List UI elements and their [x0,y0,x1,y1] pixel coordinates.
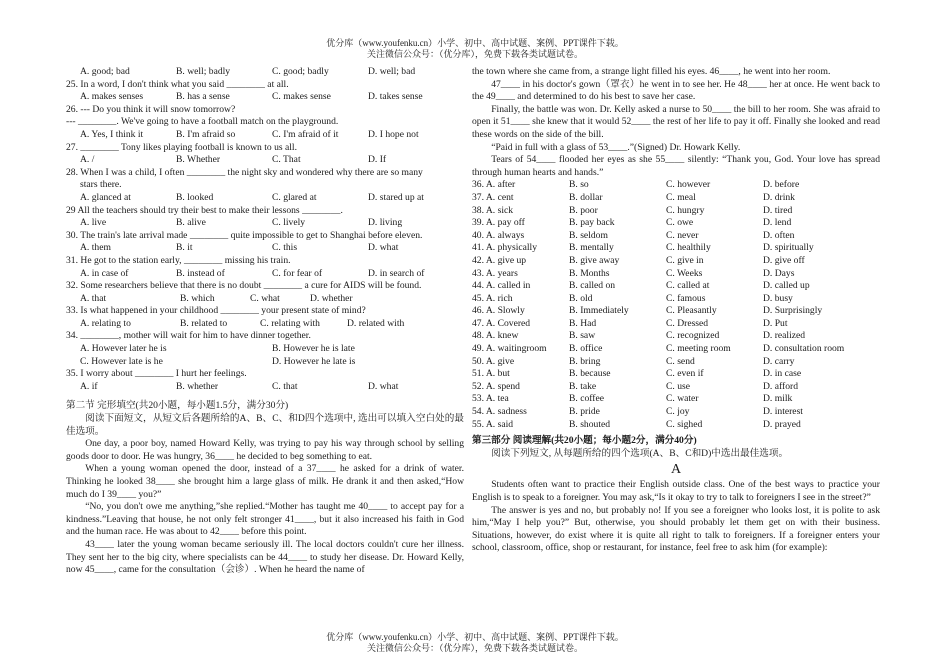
option: C. for fear of [272,267,323,279]
page-header [0,38,950,60]
option: B. seldom [569,229,608,241]
passage-label: A [670,462,682,478]
option: D. whether [310,292,353,304]
option: A. in case of [80,267,129,279]
option: 37. A. cent [472,191,514,203]
option: D. stared up at [368,191,424,203]
section-2-title: 第二节 完形填空(共20小题，每小题1.5分，满分30分) [66,400,289,412]
option: D. in case [763,368,802,380]
option: B. give away [569,254,620,266]
q27-options [66,154,464,167]
option: B. Immediately [569,305,629,317]
option: C. Pleasantly [666,305,717,317]
q30-options [66,242,464,255]
cloze-paragraph-3: “No, you don't owe me anything,”she replied.“Mother has taught me 40____ to accept pay for a kindness.”Leaving that house, he not only felt stronger 41____, but it also increased his faith in God and the human race. He was about to 42____ before this point. [66,501,464,538]
option: D. well; bad [368,66,416,77]
option: 38. A. sick [472,204,514,216]
option: A. that [80,292,107,304]
option: 47. A. Covered [472,317,531,329]
option: B. take [569,380,597,392]
option: B. so [569,179,589,191]
cloze-paragraph-1: One day, a poor boy, named Howard Kelly, was trying to pay his way through school by selling goods door to door. He was hungry, 36____ he decided to beg something to eat. [66,438,464,462]
option: 49. A. waitingroom [472,343,547,355]
option: B. instead of [176,267,225,279]
q33-options [66,318,464,331]
option: A. / [80,154,95,166]
option: D. If [368,154,387,166]
question-25: 25. In a word, I don't think what you said ________ at all. [66,78,289,90]
cloze-paragraph-2: When a young woman opened the door, instead of a 37____ he asked for a drink of water. Thinking he looked 38____ she brought him a large glass of milk. He drank it and then asked,“How much do I 39____ you?” [66,463,464,500]
option: B. shouted [569,418,611,430]
option: B. saw [569,330,596,342]
option: D. prayed [763,418,801,430]
option: B. Months [569,267,610,279]
q35-options [66,381,464,394]
option: 54. A. sadness [472,406,527,418]
question-28: 28. When I was a child, I often ________ the night sky and wondered why there are so many [66,166,423,178]
cloze-paragraph-8: Tears of 54____ flooded her eyes as she 55____ silently: “Thank you, God. Your love has spread through human hearts and hands.” [472,154,880,178]
option: D. what [368,242,399,254]
question-26-reply: --- ________. We've going to have a football match on the playground. [66,116,339,128]
option: D. Days [763,267,795,279]
question-32: 32. Some researchers believe that there is no doubt ________ a cure for AIDS will be found. [66,280,422,292]
option: C. owe [666,217,694,229]
option: D. drink [763,191,795,203]
option: 55. A. said [472,418,514,430]
option: B. it [176,242,193,254]
option: B. Whether [176,154,221,166]
option: 46. A. Slowly [472,305,525,317]
passage-paragraph-2: The answer is yes and no, but probably no! If you see a foreigner who looks lost, it is polite to ask him,“May I help you?” But, otherwise, you should probably let them get on with their business. Situations, however, do exist where it is quite all right to talk to foreigners. If a foreigner enters your school, classroom, office, shop or restaurant, for instance, feel free to ask him (for example): [472,504,880,554]
option: C. makes sense [272,91,331,103]
option: C. relating with [260,317,320,329]
cloze-paragraph-5: 47____ in his doctor's gown（罩衣）he went in to see her. He 48____ her at once. He went back to the 49____ and determined to do his best to save her case. [472,78,880,103]
option: B. coffee [569,393,604,405]
option: C. never [666,229,699,241]
option: 48. A. knew [472,330,519,342]
option: A. However later he is [80,343,167,355]
option: B. because [569,368,611,380]
option: C. joy [666,406,690,418]
option: C. water [666,393,699,405]
option: C. meal [666,191,696,203]
option: 41. A. physically [472,242,538,254]
option: C. sighed [666,418,703,430]
option: B. alive [176,217,206,229]
option: A. them [80,242,111,254]
option: D. lend [763,217,792,229]
option: A. glanced at [80,191,131,203]
question-28-cont: stars there. [80,179,122,191]
option: B. pride [569,406,600,418]
option: B. Had [569,317,597,329]
option: 51. A. but [472,368,510,380]
option: C. glared at [272,191,317,203]
option: D. before [763,179,800,191]
q29-options [66,217,464,230]
q34-options-row2 [66,356,464,369]
option: C. lively [272,217,306,229]
option: B. old [569,292,593,304]
option: C. give in [666,254,704,266]
option: A. good; bad [80,66,130,77]
cloze-paragraph-4: 43____ later the young woman became seriously ill. The local doctors couldn't cure her illness. They sent her to the big city, where specialists can be 44____ to study her disease. Dr. Howard Kelly, now 45____, came for the consultation（会诊）. When he heard the name of [66,538,464,576]
section-3-instructions: 阅读下列短文, 从每题所给的四个选项(A、B、C和D)中选出最佳选项。 [491,447,789,459]
option: 40. A. always [472,229,525,241]
option: C. however [666,179,711,191]
option: A. Yes, I think it [80,128,144,140]
cloze-paragraph-6: Finally, the battle was won. Dr. Kelly asked a nurse to 50____ the bill to her room. She was afraid to open it 51____ she knew that it would 52____ the rest of her life to pay it off. Finally she looked and read these words on the side of the bill. [472,103,880,140]
q28-options [66,192,464,205]
option: 45. A. rich [472,292,513,304]
option: 43. A. years [472,267,518,279]
option: B. poor [569,204,598,216]
q26-options [66,129,464,142]
q34-options-row1 [66,343,464,356]
option: B. office [569,343,603,355]
option: D. busy [763,292,793,304]
option: C. That [272,154,301,166]
cloze-options-table [472,179,880,431]
option: A. if [80,380,98,392]
option: C. called at [666,280,710,292]
option: A. live [80,217,107,229]
option: D. carry [763,355,795,367]
option: A. relating to [80,317,131,329]
option: 42. A. give up [472,254,527,266]
option: B. looked [176,191,214,203]
option: D. Surprisingly [763,305,823,317]
option: D. tired [763,204,793,216]
option: C. good; badly [272,66,329,77]
option: C. that [272,380,298,392]
option: D. in search of [368,267,425,279]
header-line-1: 优分库（www.youfenku.cn）小学、初中、高中试题、案例、PPT课件下载。 [326,38,624,48]
option: D. However he late is [272,355,356,367]
option: C. healthily [666,242,711,254]
q25-options [66,91,464,104]
footer-line-1: 优分库（www.youfenku.cn）小学、初中、高中试题、案例、PPT课件下载。 [326,632,624,642]
option: 44. A. called in [472,280,531,292]
option: D. realized [763,330,806,342]
option: D. consultation room [763,343,845,355]
option: B. bring [569,355,601,367]
option: B. dollar [569,191,603,203]
option: D. often [763,229,795,241]
section-2-instructions: 阅读下面短文，从短文后各题所给的A、B、C、和D四个选项中, 选出可以填入空白处的最佳选项。 [66,413,464,437]
option: B. whether [176,380,219,392]
page-footer [0,632,950,654]
option: D. afford [763,380,798,392]
option: B. related to [180,317,228,329]
option: A. makes senses [80,91,144,103]
footer-line-2: 关注微信公众号：（优分库），免费下载各类试题试卷。 [366,643,583,653]
option: D. interest [763,406,803,418]
option: 39. A. pay off [472,217,525,229]
q24-options [66,66,464,79]
option: D. I hope not [368,128,419,140]
option: C. use [666,380,690,392]
option: D. milk [763,393,793,405]
question-26: 26. --- Do you think it will snow tomorrow? [66,103,236,115]
option: B. pay back [569,217,615,229]
option: B. However he is late [272,343,355,355]
option: 53. A. tea [472,393,509,405]
option: B. mentally [569,242,614,254]
option: B. which [180,292,215,304]
option: D. spiritually [763,242,814,254]
option: D. Put [763,317,788,329]
option: C. send [666,355,695,367]
option: C. meeting room [666,343,731,355]
option: C. what [250,292,280,304]
question-35: 35. I worry about ________ I hurt her feelings. [66,368,247,380]
option: D. give off [763,254,805,266]
section-3-title: 第三部分 阅读理解(共20小题；每小题2分，满分40分) [472,435,697,447]
question-29: 29 All the teachers should try their best to make their lessons ________. [66,204,343,216]
option: D. what [368,380,399,392]
question-33: 33. Is what happened in your childhood ________ your present state of mind? [66,305,366,317]
option: B. well; badly [176,66,231,77]
right-column [472,66,880,555]
option: C. hungry [666,204,705,216]
q32-options [66,293,464,306]
cloze-paragraph-4-cont: the town where she came from, a strange light filled his eyes. 46____, he went into her room. [472,66,831,77]
option: D. living [368,217,403,229]
option: C. even if [666,368,704,380]
option: C. recognized [666,330,720,342]
option: C. Dressed [666,317,709,329]
option: C. I'm afraid of it [272,128,339,140]
option: B. I'm afraid so [176,128,236,140]
option: D. called up [763,280,810,292]
q31-options [66,268,464,281]
question-27: 27. ________ Tony likes playing football is known to us all. [66,141,297,153]
header-line-2: 关注微信公众号：（优分库），免费下载各类试题试卷。 [366,49,583,59]
option: 36. A. after [472,179,516,191]
cloze-paragraph-7: “Paid in full with a glass of 53____.”(Signed) Dr. Howark Kelly. [491,141,741,153]
option: C. this [272,242,298,254]
question-30: 30. The train's late arrival made ________ quite impossible to get to Shanghai before eleven. [66,229,423,241]
option: B. called on [569,280,616,292]
passage-paragraph-1: Students often want to practice their English outside class. One of the best ways to practice your English is to speak to a foreigner. You may ask,“Is it okay to try to talk to foreigners I see in the street?” [472,479,880,503]
left-column [66,66,464,577]
option: D. related with [347,317,405,329]
option: 50. A. give [472,355,515,367]
option: B. has a sense [176,91,230,103]
option: C. famous [666,292,706,304]
option: C. Weeks [666,267,703,279]
question-31: 31. He got to the station early, ________ missing his train. [66,254,291,266]
option: D. takes sense [368,91,423,103]
option: 52. A. spend [472,380,520,392]
question-34: 34. ________, mother will wait for him to have dinner together. [66,330,311,342]
option: C. However late is he [80,355,163,367]
